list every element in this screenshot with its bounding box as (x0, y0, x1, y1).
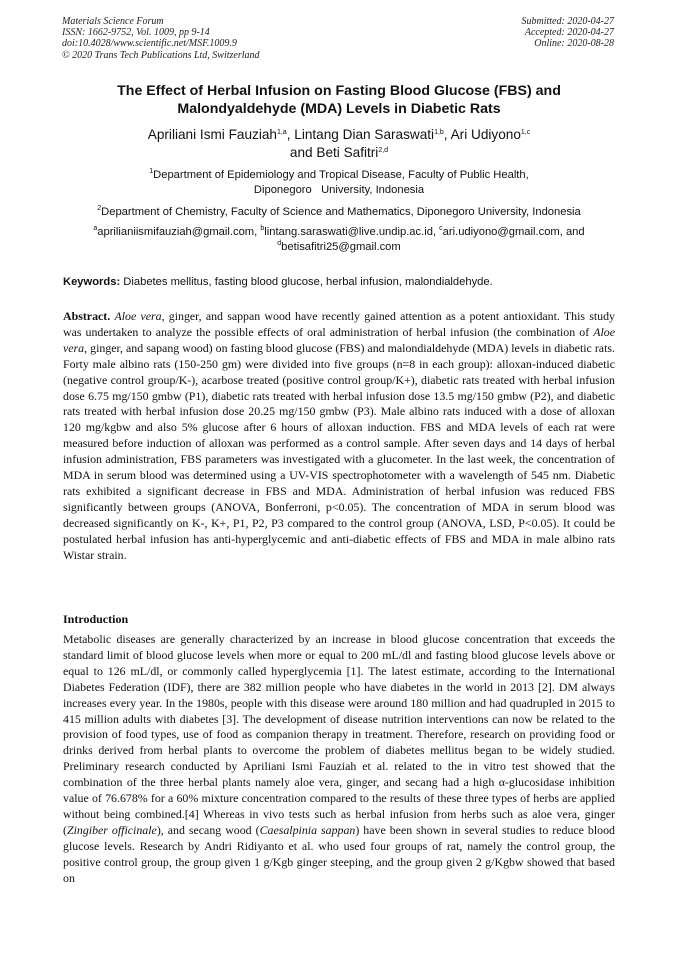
author-name: and Beti Safitri (289, 145, 379, 160)
online-date: Online: 2020-08-28 (534, 38, 614, 50)
affiliation-marker: 1 (149, 168, 154, 175)
author-affiliation-marker: 2,d (378, 147, 389, 154)
email-marker: d (277, 240, 282, 247)
species-name: Zingiber officinale (66, 822, 157, 837)
doi-line: doi:10.4028/www.scientific.net/MSF.1009.9 (62, 38, 237, 50)
introduction-paragraph (63, 632, 615, 887)
email-a: aprilianiismifauziah@gmail.com, (97, 226, 261, 238)
email-c: ari.udiyono@gmail.com, and (442, 226, 585, 238)
author-affiliation-marker: 1,a (276, 129, 287, 136)
affiliation-1-line-1: Department of Epidemiology and Tropical Disease, Faculty of Public Health, (153, 169, 529, 181)
author-separator: , (286, 127, 295, 142)
email-marker: c (439, 225, 443, 232)
title-line-2: Malondyaldehyde (MDA) Levels in Diabetic Rats (177, 101, 501, 117)
email-d: betisafitri25@gmail.com (281, 241, 401, 253)
title-line-1: The Effect of Herbal Infusion on Fasting Blood Glucose (FBS) and (117, 83, 561, 99)
email-marker: b (260, 225, 265, 232)
keywords-text: Diabetes mellitus, fasting blood glucose, herbal infusion, malondialdehyde. (120, 276, 493, 288)
email-marker: a (93, 225, 98, 232)
body-text: Metabolic diseases are generally characterized by an increase in blood glucose concentration that exceeds the standard limit of blood glucose levels when more or equal to 200 mL/dl and fasting blood glucose levels above or equal to 126 mL/dl, or commonly called hyperglycemia [1]. The latest estimate, according to the International Diabetes Federation (IDF), there are 382 million people who have diabetes in the world in 2013 [2]. DM always increases every year. In the 1980s, people with this disease were around 180 million and had quadrupled in 2015 to 415 million adults with diabetes [3]. The development of disease nutrition interventions can now be related to the provision of food types, use of food as companion therapy in treatment. Therefore, research on providing food or drinks derived from herbal plants to overcome the problem of diabetes mellitus began to be widely studied. Preliminary research conducted by Apriliani Ismi Fauziah et al. related to the in vitro test showed that the combination of the three herbal plants namely aloe vera, ginger, and secang had a high α-glucosidase inhibition value of 76.678% for a 60% mixture concentration compared to the results of these three types of herbs are applied without being combined.[4] Whereas in vivo tests such as herbal infusion from herbs such as aloe vera, ginger ( (63, 632, 615, 837)
author-emails (40, 225, 638, 255)
affiliation-marker: 2 (97, 205, 102, 212)
author-name: Lintang Dian Saraswati (294, 127, 435, 142)
body-text: ), and secang wood ( (156, 822, 260, 837)
copyright-line: © 2020 Trans Tech Publications Ltd, Switzerland (62, 49, 260, 61)
author-affiliation-marker: 1,b (434, 129, 444, 136)
affiliation-2-text: Department of Chemistry, Faculty of Science and Mathematics, Diponegoro University, Indonesia (101, 206, 581, 218)
affiliation-1 (40, 168, 638, 198)
author-name: Ari Udiyono (450, 127, 521, 142)
abstract-text: , ginger, and sapang wood) on fasting blood glucose (FBS) and malondialdehyde (MDA) levels in diabetic rats. Forty male albino rats (150-250 gm) were divided into five groups (n=8 in each group): alloxan-induced diabetic (negative control group/K-), acarbose treated (positive control group/K+), diabetic rats treated with herbal infusion dose 6.75 mg/150 gmbw (P1), diabetic rats treated with herbal infusion dose 13.5 mg/150 gmbw (P2), and diabetic rats treated with herbal infusion dose 20.25 mg/150 gmbw (P3). Male albino rats induced with a dose of alloxan 120 mg/kgbw and also 5% glucose after 6 hours of alloxan induction. FBS and MDA levels of each rat were measured before induction of alloxan was performed as a control sample. After seven days and 14 days of herbal infusion administration, FBS parameters was investigated with a glucometer. In the last week, the concentration of MDA in serum blood was determined using a UV-VIS spectrophotometer with a wavelength of 545 nm. Diabetic rats exhibited a significant decrease in FBS and MDA. Administration of herbal infusion was reduced FBS significantly between groups (ANOVA, Bonferroni, p<0.05). The concentration of MDA in serum blood was decreased significantly on K-, K+, P1, P2, P3 compared to the control group (ANOVA, LSD, P<0.05). It could be postulated herbal infusion has anti-hyperglycemic and anti-diabetic effects of FBS and MDA in male albino rats Wistar strain. (63, 340, 615, 562)
journal-name: Materials Science Forum (62, 16, 164, 27)
keywords (63, 275, 615, 290)
accepted-date: Accepted: 2020-04-27 (524, 27, 614, 39)
species-name: Aloe vera (63, 324, 615, 355)
species-name: Aloe vera (114, 309, 162, 323)
abstract-label: Abstract. (63, 309, 111, 323)
species-name: Caesalpinia sappan (259, 822, 356, 837)
author-separator: , (443, 127, 451, 142)
issn-line: ISSN: 1662-9752, Vol. 1009, pp 9-14 (62, 27, 210, 39)
submitted-date: Submitted: 2020-04-27 (521, 16, 614, 27)
author-name: Apriliani Ismi Fauziah (147, 127, 277, 142)
paper-title (40, 82, 638, 118)
section-heading-introduction: Introduction (63, 612, 129, 626)
journal-metadata (62, 16, 260, 61)
body-text: ) have been shown in several studies to reduce blood glucose levels. Research by Andri Ridiyanto et al. who used four groups of rat, namely the control group, the positive control group, the group given 1 g/Kgb ginger steeping, and the group given 2 g/Kgbw showed that based on (63, 822, 616, 885)
affiliation-2 (40, 205, 638, 220)
keywords-label: Keywords: (63, 276, 121, 288)
email-b: lintang.saraswati@live.undip.ac.id, (264, 226, 440, 238)
abstract-text: , ginger, and sappan wood have recently gained attention as a potent antioxidant. This study was undertaken to analyze the possible effects of oral administration of herbal infusion (the combination of (63, 309, 615, 339)
affiliation-1-line-2: Diponegoro University, Indonesia (253, 184, 425, 196)
author-list (40, 126, 638, 162)
publication-dates (522, 16, 615, 50)
abstract (63, 309, 615, 564)
author-affiliation-marker: 1,c (520, 129, 531, 136)
